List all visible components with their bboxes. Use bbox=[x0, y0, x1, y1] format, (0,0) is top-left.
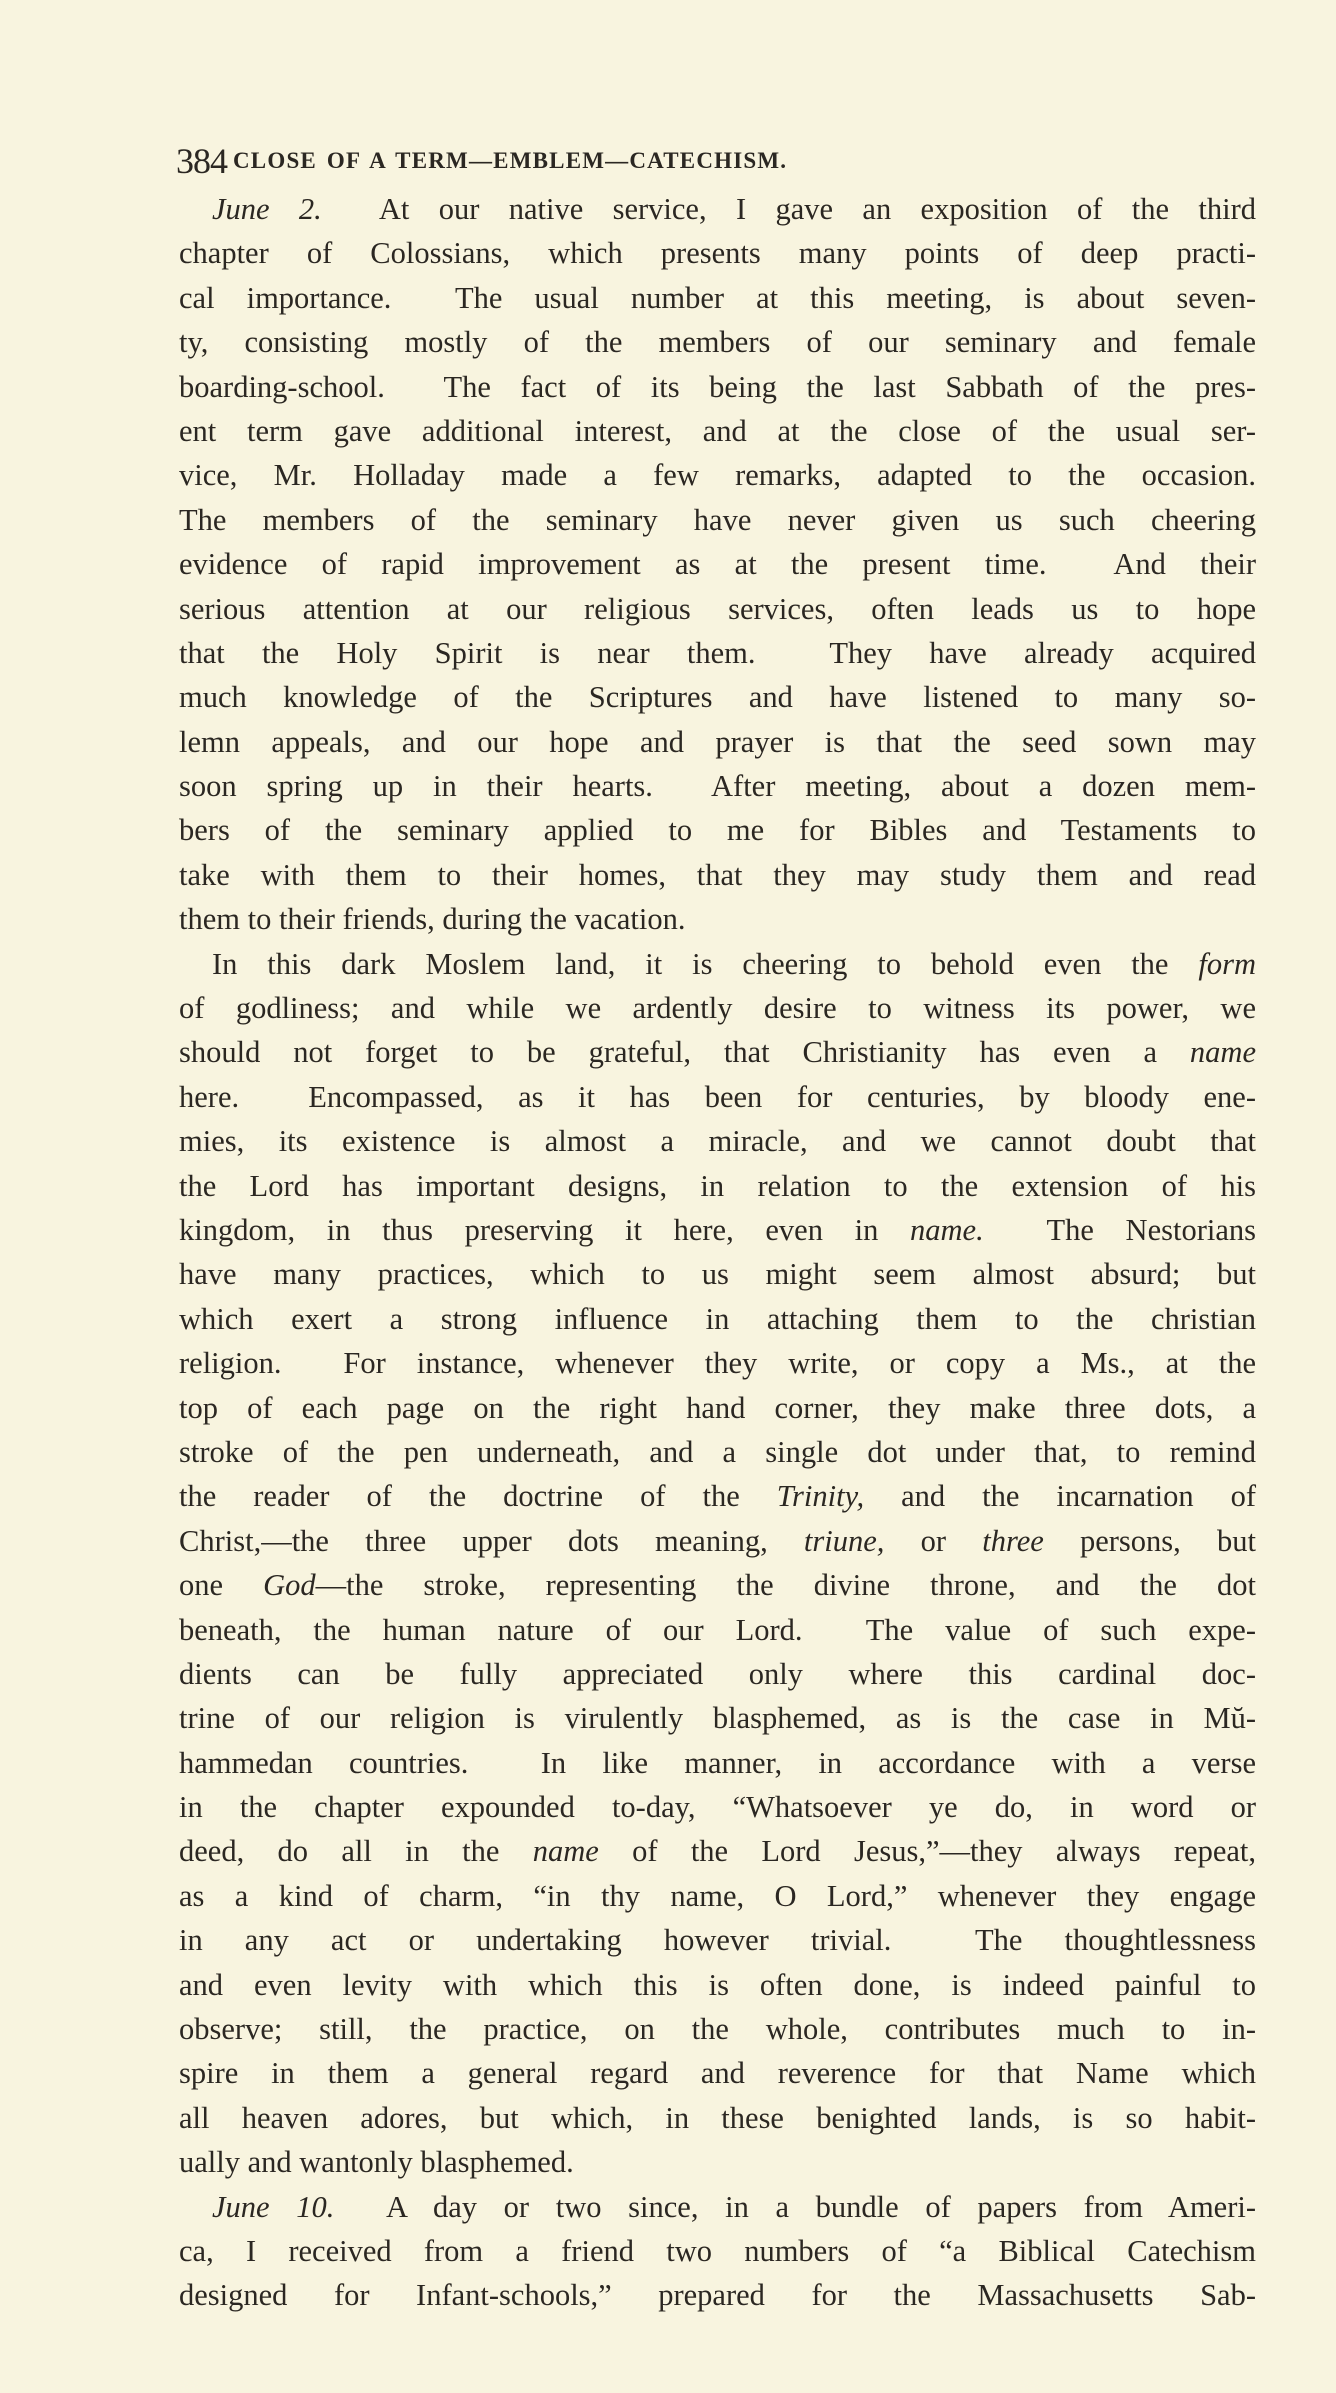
text-span: kingdom, in thus preserving it here, even in bbox=[179, 1212, 910, 1247]
text-line bbox=[179, 1208, 1256, 1252]
text-line bbox=[179, 1297, 1256, 1341]
text-line bbox=[179, 1030, 1256, 1074]
text-line bbox=[179, 986, 1256, 1030]
italic-text: name. bbox=[910, 1212, 984, 1247]
text-span: of godliness; and while we ardently desire to witness its power, we bbox=[179, 991, 1256, 1026]
text-span: Christ,—the three upper dots meaning, bbox=[179, 1523, 804, 1558]
text-span: In this dark Moslem land, it is cheering to behold even the bbox=[212, 946, 1199, 981]
text-span: that the Holy Spirit is near them. They have already acquired bbox=[179, 635, 1256, 670]
text-span: the reader of the doctrine of the bbox=[179, 1479, 777, 1514]
text-line bbox=[179, 320, 1256, 364]
text-line bbox=[179, 675, 1256, 719]
text-line bbox=[179, 1829, 1256, 1873]
text-span: in the chapter expounded to-day, “Whatsoever ye do, in word or bbox=[179, 1790, 1256, 1825]
text-span: persons, but bbox=[1043, 1523, 1256, 1558]
text-span: serious attention at our religious services, often leads us to hope bbox=[179, 591, 1256, 626]
italic-text: June 2. bbox=[212, 192, 322, 226]
text-span: soon spring up in their hearts. After meeting, about a dozen mem- bbox=[179, 769, 1256, 804]
text-line bbox=[179, 1519, 1256, 1563]
text-line bbox=[179, 2140, 1256, 2184]
text-span: as a kind of charm, “in thy name, O Lord,” whenever they engage bbox=[179, 1878, 1256, 1913]
text-span: dients can be fully appreciated only where this cardinal doc- bbox=[179, 1656, 1256, 1691]
italic-text: God bbox=[263, 1568, 316, 1603]
text-span: evidence of rapid improvement as at the present time. And their bbox=[179, 547, 1256, 582]
text-span: religion. For instance, whenever they write, or copy a Ms., at the bbox=[179, 1346, 1256, 1381]
text-line bbox=[179, 1119, 1256, 1163]
text-span: hammedan countries. In like manner, in accordance with a verse bbox=[179, 1745, 1256, 1780]
text-span: of the Lord Jesus,”—they always repeat, bbox=[598, 1834, 1256, 1869]
text-line bbox=[179, 1075, 1256, 1119]
text-span: trine of our religion is virulently blasphemed, as is the case in Mŭ- bbox=[179, 1701, 1256, 1736]
text-line bbox=[179, 1963, 1256, 2007]
text-line bbox=[179, 1386, 1256, 1430]
text-line bbox=[179, 1874, 1256, 1918]
text-span: and the incarnation of bbox=[864, 1479, 1257, 1514]
text-span: beneath, the human nature of our Lord. The value of such expe- bbox=[179, 1612, 1256, 1647]
text-line bbox=[179, 1341, 1256, 1385]
text-span: chapter of Colossians, which presents many points of deep practi- bbox=[179, 236, 1256, 271]
text-span: take with them to their homes, that they may study them and read bbox=[179, 857, 1256, 892]
text-span: one bbox=[179, 1568, 264, 1603]
text-line bbox=[179, 542, 1256, 586]
text-line bbox=[179, 453, 1256, 497]
text-span: mies, its existence is almost a miracle, and we cannot doubt that bbox=[179, 1124, 1256, 1159]
text-line bbox=[179, 2273, 1256, 2317]
text-span: ca, I received from a friend two numbers of “a Biblical Catechism bbox=[179, 2233, 1256, 2268]
text-span: all heaven adores, but which, in these benighted lands, is so habit- bbox=[179, 2100, 1256, 2135]
text-line bbox=[179, 942, 1256, 986]
text-line bbox=[179, 1785, 1256, 1829]
italic-text: name bbox=[532, 1834, 599, 1869]
text-line bbox=[179, 1430, 1256, 1474]
text-line bbox=[179, 2229, 1256, 2273]
text-span: —the stroke, representing the divine throne, and the dot bbox=[315, 1568, 1256, 1603]
text-span: observe; still, the practice, on the whole, contributes much to in- bbox=[179, 2012, 1256, 2047]
text-line bbox=[179, 1474, 1256, 1518]
italic-text: name bbox=[1189, 1035, 1256, 1070]
text-span: A day or two since, in a bundle of papers from Ameri- bbox=[334, 2189, 1256, 2224]
text-line bbox=[179, 720, 1256, 764]
text-span: here. Encompassed, as it has been for centuries, by bloody ene- bbox=[179, 1079, 1256, 1114]
text-span: have many practices, which to us might seem almost absurd; but bbox=[179, 1257, 1256, 1292]
text-span: lemn appeals, and our hope and prayer is that the seed sown may bbox=[179, 724, 1256, 759]
italic-text: triune, bbox=[803, 1523, 885, 1558]
text-line bbox=[179, 1918, 1256, 1962]
text-line bbox=[179, 1252, 1256, 1296]
text-line bbox=[179, 808, 1256, 852]
page-number: 384 bbox=[176, 141, 227, 181]
text-line bbox=[179, 1741, 1256, 1785]
text-span: designed for Infant-schools,” prepared for the Massachusetts Sab- bbox=[179, 2278, 1256, 2313]
text-span: in any act or undertaking however trivial. The thoughtlessness bbox=[179, 1923, 1256, 1958]
text-span: them to their friends, during the vacation. bbox=[179, 902, 686, 937]
body-text bbox=[179, 187, 1256, 2318]
text-span: stroke of the pen underneath, and a single dot under that, to remind bbox=[179, 1434, 1256, 1469]
text-line bbox=[179, 1164, 1256, 1208]
italic-text: Trinity, bbox=[776, 1479, 865, 1514]
italic-text: June 10. bbox=[212, 2189, 335, 2224]
text-line bbox=[179, 231, 1256, 275]
running-title: CLOSE OF A TERM—EMBLEM—CATECHISM. bbox=[233, 148, 788, 173]
text-span: the Lord has important designs, in relation to the extension of his bbox=[179, 1168, 1256, 1203]
text-span: ent term gave additional interest, and at the close of the usual ser- bbox=[179, 413, 1256, 448]
text-line bbox=[179, 365, 1256, 409]
text-span: vice, Mr. Holladay made a few remarks, adapted to the occasion. bbox=[179, 458, 1256, 493]
italic-text: form bbox=[1198, 946, 1256, 981]
text-span: and even levity with which this is often done, is indeed painful to bbox=[179, 1967, 1256, 2002]
text-span: boarding-school. The fact of its being the last Sabbath of the pres- bbox=[179, 369, 1256, 404]
text-span: The members of the seminary have never given us such cheering bbox=[179, 502, 1256, 537]
text-line bbox=[179, 409, 1256, 453]
text-line bbox=[179, 1652, 1256, 1696]
text-line bbox=[179, 1696, 1256, 1740]
text-line bbox=[179, 1563, 1256, 1607]
text-line bbox=[179, 2007, 1256, 2051]
text-span: cal importance. The usual number at this meeting, is about seven- bbox=[179, 280, 1256, 315]
text-line bbox=[179, 2185, 1256, 2229]
text-span: The Nestorians bbox=[983, 1212, 1256, 1247]
text-line bbox=[179, 2051, 1256, 2095]
text-span: At our native service, I gave an exposition of the third bbox=[321, 192, 1256, 226]
text-span: much knowledge of the Scriptures and have listened to many so- bbox=[179, 680, 1256, 715]
text-line bbox=[179, 853, 1256, 897]
text-line bbox=[179, 187, 1256, 231]
text-line bbox=[179, 587, 1256, 631]
text-span: top of each page on the right hand corner, they make three dots, a bbox=[179, 1390, 1256, 1425]
text-span: deed, do all in the bbox=[179, 1834, 533, 1869]
text-span: spire in them a general regard and reverence for that Name which bbox=[179, 2056, 1256, 2091]
text-span: ually and wantonly blasphemed. bbox=[179, 2145, 574, 2180]
text-span: bers of the seminary applied to me for Bibles and Testaments to bbox=[179, 813, 1256, 848]
text-span: should not forget to be grateful, that Christianity has even a bbox=[179, 1035, 1190, 1070]
text-line bbox=[179, 276, 1256, 320]
italic-text: three bbox=[982, 1523, 1044, 1558]
text-line bbox=[179, 2096, 1256, 2140]
text-span: ty, consisting mostly of the members of our seminary and female bbox=[179, 325, 1256, 360]
text-span: which exert a strong influence in attaching them to the christian bbox=[179, 1301, 1256, 1336]
text-line bbox=[179, 498, 1256, 542]
text-span: or bbox=[884, 1523, 983, 1558]
text-line bbox=[179, 897, 1256, 941]
text-line bbox=[179, 631, 1256, 675]
text-line bbox=[179, 764, 1256, 808]
text-line bbox=[179, 1608, 1256, 1652]
